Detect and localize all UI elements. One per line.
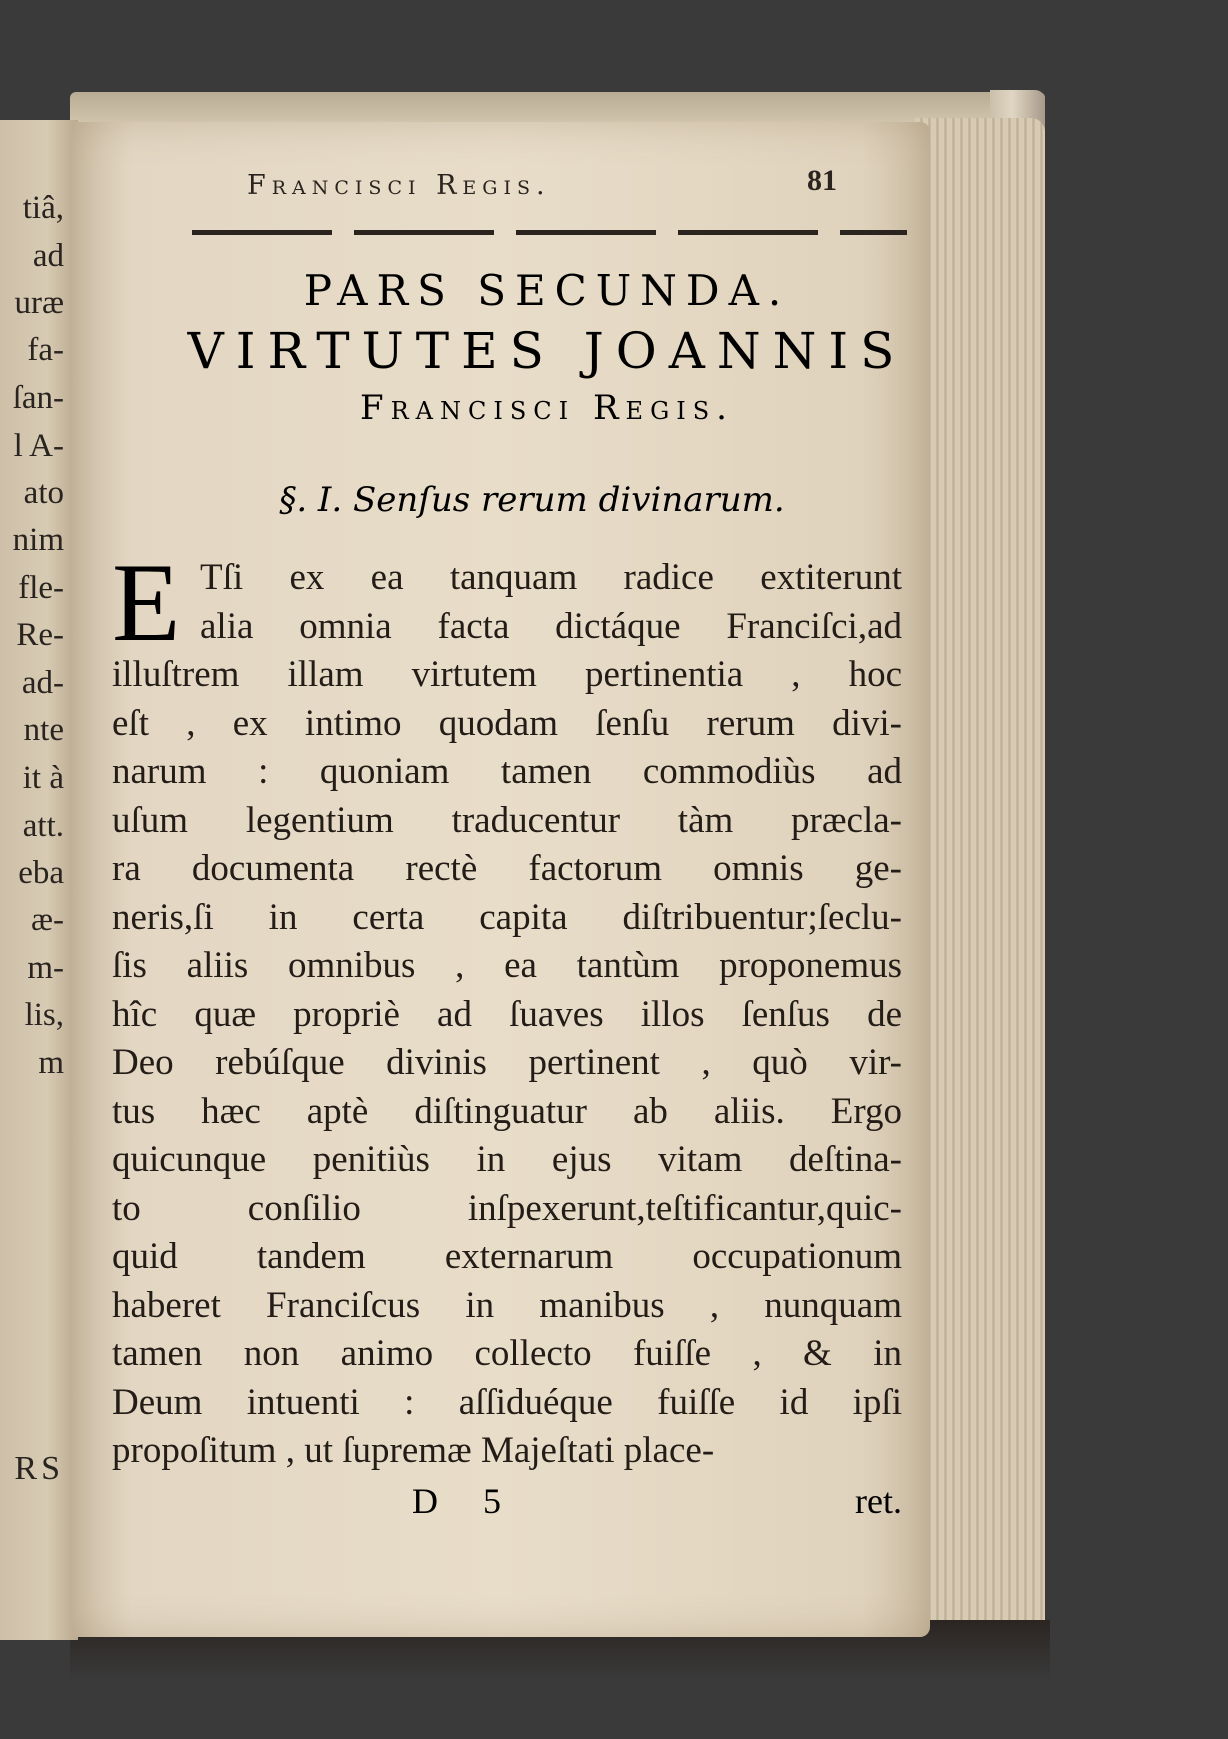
- title-line-3: Francisci Regis.: [360, 388, 734, 428]
- text-line: ra documenta rectè factorum omnis ge-: [112, 848, 902, 889]
- text-line: quicunque penitiùs in ejus vitam deſtina-: [112, 1139, 902, 1180]
- title-line-2: VIRTUTES JOANNIS: [187, 322, 907, 380]
- left-fragment: ſan-: [12, 380, 64, 416]
- left-fragment: m-: [27, 950, 64, 986]
- drop-cap: E: [112, 541, 181, 665]
- text-line: propoſitum , ut ſupremæ Majeſtati place-: [112, 1430, 715, 1471]
- body-text: [112, 554, 902, 1476]
- text-line: Deum intuenti : aſſiduéque fuiſſe id ipſi: [112, 1381, 902, 1423]
- left-footer-fragment: RS: [14, 1450, 64, 1487]
- left-fragment: fle-: [18, 570, 64, 606]
- left-fragment: l A-: [13, 428, 64, 464]
- left-fragment: att.: [22, 808, 64, 844]
- text-line: neris,ſi in certa capita diſtribuentur;ſeclu-: [112, 896, 902, 938]
- title-block: [162, 262, 932, 434]
- left-fragment: eba: [18, 855, 64, 891]
- page-number: 81: [807, 164, 837, 197]
- text-line: uſum legentium traducentur tàm præcla-: [112, 799, 902, 841]
- left-fragment: fa-: [27, 332, 64, 368]
- text-line: haberet Franciſcus in manibus , nunquam: [112, 1284, 902, 1326]
- left-fragment: uræ: [14, 285, 64, 321]
- head-rule: [192, 230, 907, 235]
- text-line: illuſtrem illam virtutem pertinentia , hoc: [112, 654, 902, 695]
- text-line: tamen non animo collecto fuiſſe , & in: [112, 1333, 902, 1374]
- section-heading: §. I. Senſus rerum divinarum.: [279, 480, 785, 520]
- left-fragment: æ-: [31, 902, 64, 938]
- text-line: quid tandem externarum occupationum: [112, 1236, 902, 1277]
- text-line: Tſi ex ea tanquam radice extiterunt: [200, 557, 902, 598]
- left-fragment: ad-: [21, 665, 64, 701]
- left-fragment: it à: [22, 760, 64, 796]
- text-line: eſt , ex intimo quodam ſenſu rerum divi-: [112, 702, 902, 744]
- left-fragment: ato: [23, 475, 64, 511]
- left-fragment: nte: [23, 712, 64, 748]
- left-fragment: tiâ,: [22, 190, 64, 226]
- text-line: tus hæc aptè diſtinguatur ab aliis. Ergo: [112, 1090, 902, 1132]
- text-line: alia omnia facta dictáque Franciſci,ad: [200, 605, 902, 647]
- left-fragment: Re-: [16, 617, 64, 653]
- right-page: [72, 122, 930, 1637]
- title-line-1: PARS SECUNDA.: [303, 266, 791, 315]
- running-head: Francisci Regis.: [247, 170, 551, 201]
- text-line: hîc quæ propriè ad ſuaves illos ſenſus de: [112, 993, 902, 1035]
- text-line: to conſilio inſpexerunt,teſtificantur,quic-: [112, 1187, 902, 1229]
- text-line: narum : quoniam tamen commodiùs ad: [112, 751, 902, 792]
- text-line: ſis aliis omnibus , ea tantùm proponemus: [112, 945, 902, 986]
- left-fragment: nim: [12, 522, 64, 558]
- left-fragment: ad: [32, 238, 64, 274]
- catchword: ret.: [855, 1481, 902, 1521]
- left-fragment: lis,: [24, 997, 64, 1033]
- text-line: Deo rebúſque divinis pertinent , quò vir-: [112, 1042, 902, 1083]
- page-edges: [915, 118, 1045, 1648]
- left-fragment: m: [38, 1045, 64, 1081]
- signature-mark: D 5: [412, 1481, 519, 1521]
- left-page: [0, 120, 78, 1640]
